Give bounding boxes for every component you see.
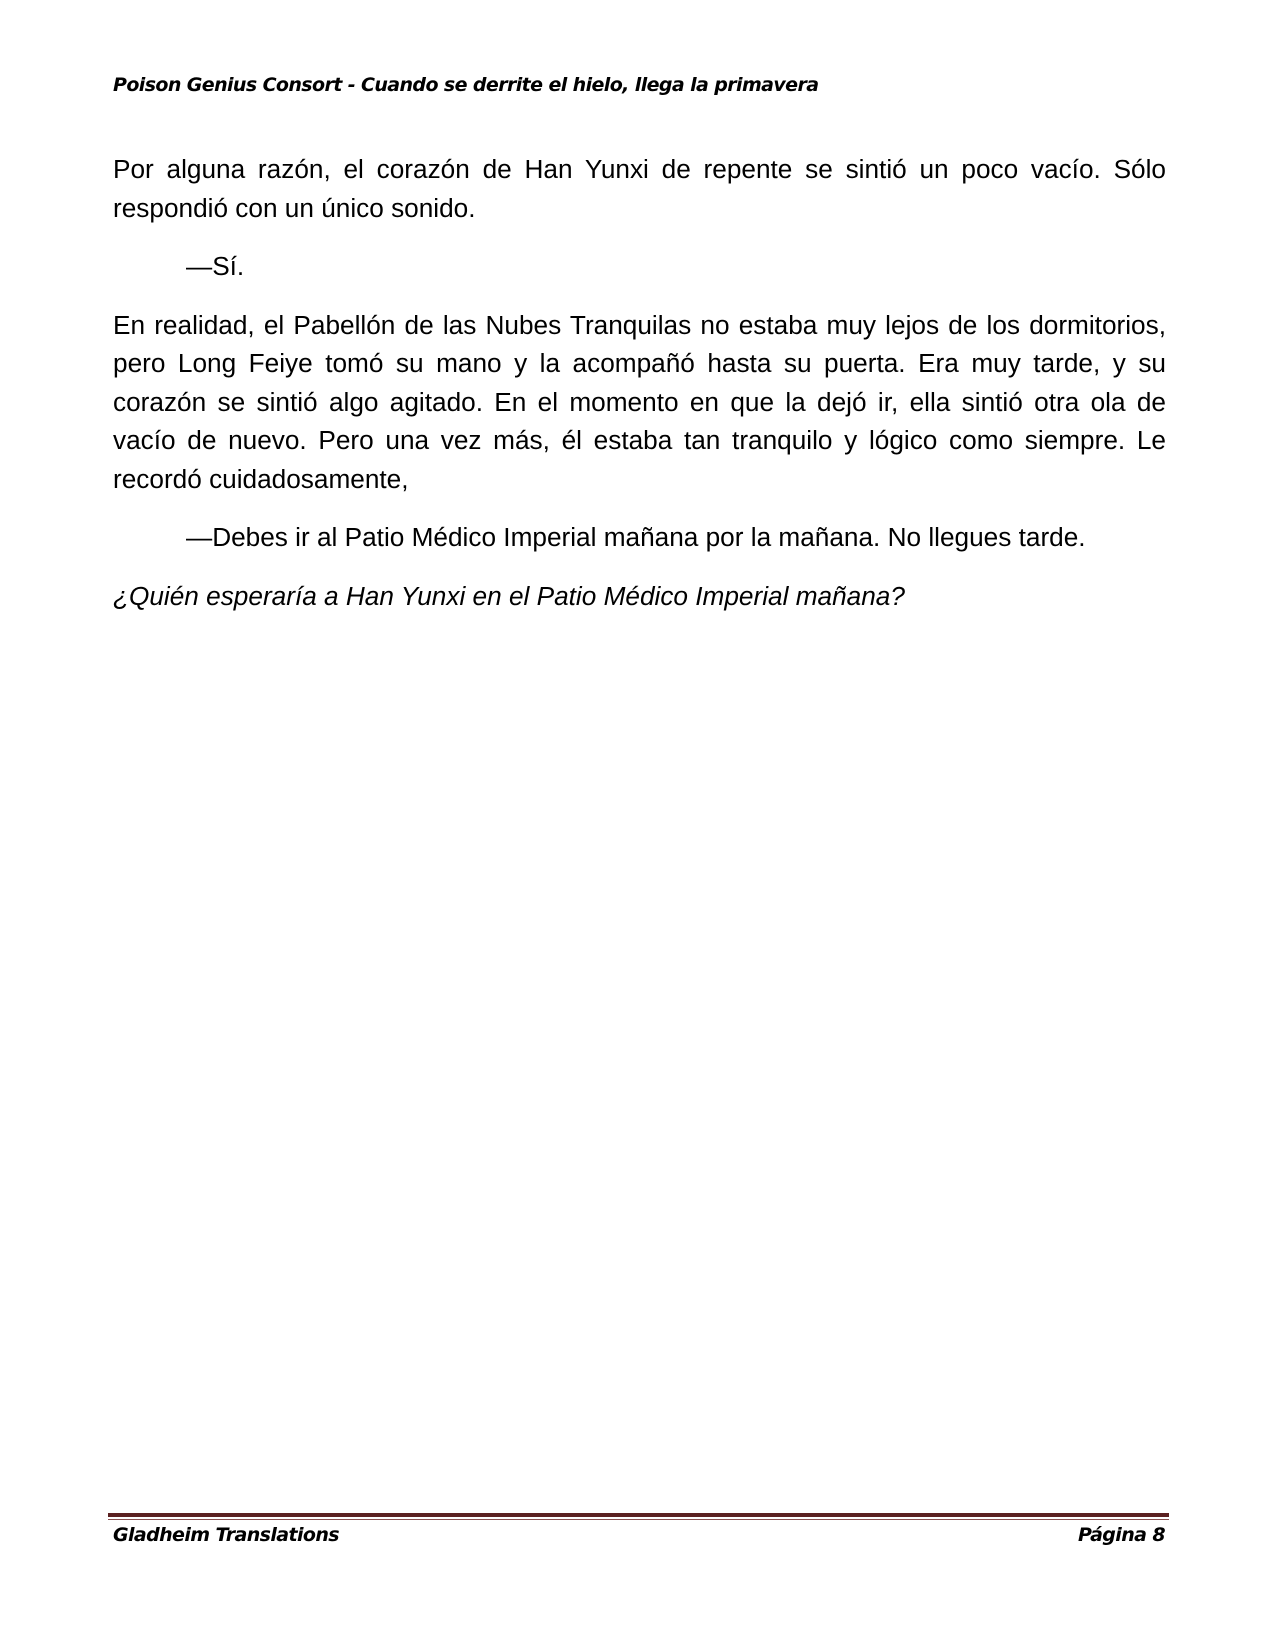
page-number: Página 8 (1077, 1524, 1165, 1546)
footer-divider-thin (108, 1519, 1169, 1520)
closing-question: ¿Quién esperaría a Han Yunxi en el Patio Médico Imperial mañana? (113, 580, 905, 611)
footer-divider (108, 1513, 1169, 1520)
dialogue-line-2: —Debes ir al Patio Médico Imperial mañana por la mañana. No llegues tarde. (186, 522, 1086, 552)
page-body (113, 150, 1166, 635)
paragraph-2: En realidad, el Pabellón de las Nubes Tranquilas no estaba muy lejos de los dormitorios, pero Long Feiye tomó su mano y la acompañó hasta su puerta. Era muy tarde, y su corazón se sintió algo agitado. En el momento en que la dejó ir, ella sintió otra ola de vacío de nuevo. Pero una vez más, él estaba tan tranquilo y lógico como siempre. Le recordó cuidadosamente, (113, 309, 1166, 494)
running-header: Poison Genius Consort - Cuando se derrite el hielo, llega la primavera (113, 74, 819, 96)
paragraph-1: Por alguna razón, el corazón de Han Yunxi de repente se sintió un poco vacío. Sólo respondió con un único sonido. (113, 154, 1166, 223)
footer-publisher: Gladheim Translations (113, 1524, 339, 1546)
footer-divider-thick (108, 1513, 1169, 1517)
dialogue-line-1: —Sí. (186, 251, 245, 281)
